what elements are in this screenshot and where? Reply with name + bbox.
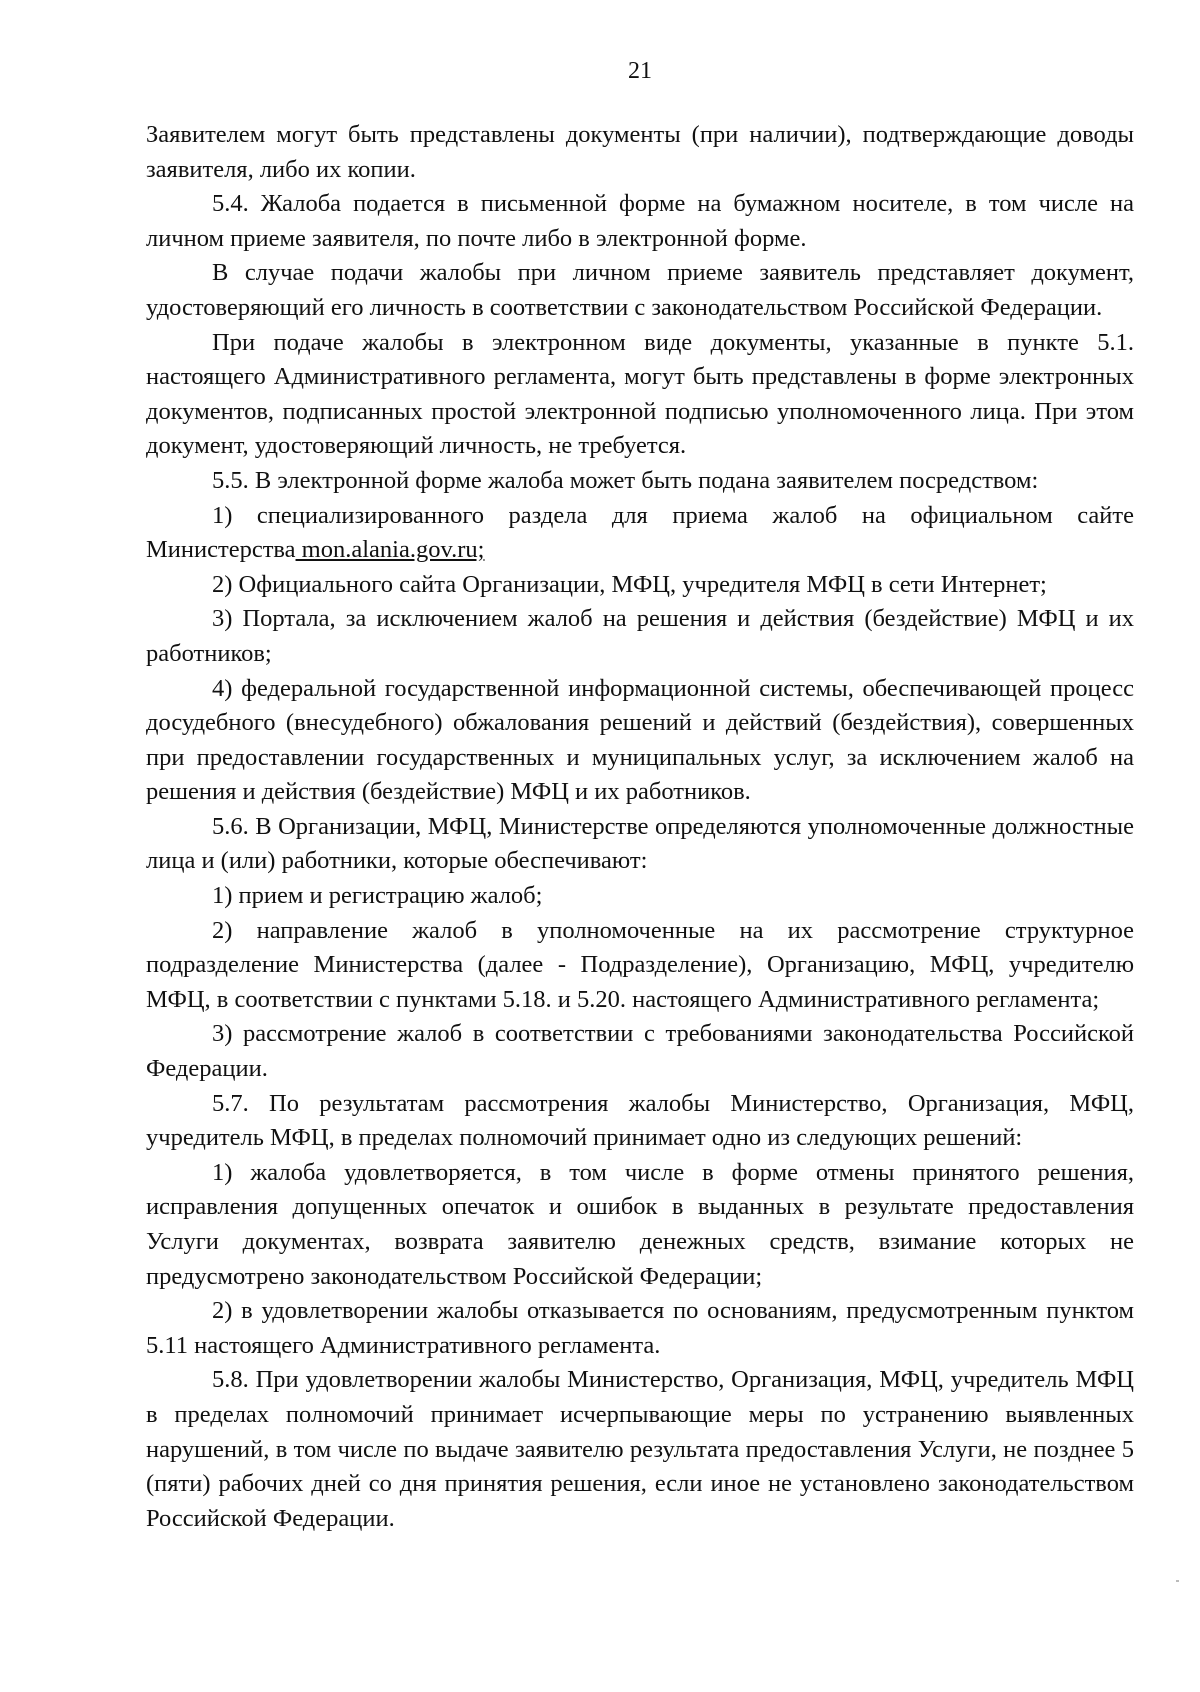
- paragraph: При подаче жалобы в электронном виде документы, указанные в пункте 5.1. настоящего Административного регламента, могут быть представлены в форме электронных документов, подписанных простой электронной подписью уполномоченного лица. При этом документ, удостоверяющий личность, не требуется.: [146, 328, 1134, 460]
- paragraph: 1) прием и регистрацию жалоб;: [212, 882, 543, 910]
- paragraph: 5.6. В Организации, МФЦ, Министерстве определяются уполномоченные должностные лица и (или) работники, которые обеспечивают:: [146, 812, 1134, 875]
- paragraph: Заявителем могут быть представлены документы (при наличии), подтверждающие доводы заявителя, либо их копии.: [146, 121, 1134, 183]
- paragraph: 5.4. Жалоба подается в письменной форме на бумажном носителе, в том числе на личном приеме заявителя, по почте либо в электронной форме.: [146, 190, 1134, 252]
- document-body: [146, 118, 1134, 1536]
- paragraph: 2) Официального сайта Организации, МФЦ, учредителя МФЦ в сети Интернет;: [212, 570, 1047, 598]
- paragraph: В случае подачи жалобы при личном приеме заявитель представляет документ, удостоверяющий его личность в соответствии с законодательством Российской Федерации.: [146, 259, 1134, 321]
- paragraph: 1) специализированного раздела для приема жалоб на официальном сайте Министерства mon.alania.gov.ru;: [146, 501, 1134, 564]
- paragraph: 2) в удовлетворении жалобы отказывается по основаниям, предусмотренным пунктом 5.11 настоящего Административного регламента.: [146, 1297, 1134, 1359]
- paragraph: 5.8. При удовлетворении жалобы Министерство, Организация, МФЦ, учредитель МФЦ в пределах полномочий принимает исчерпывающие меры по устранению выявленных нарушений, в том числе по выдаче заявителю результата предоставления Услуги, не позднее 5 (пяти) рабочих дней со дня принятия решения, если иное не установлено законодательством Российской Федерации.: [146, 1366, 1134, 1532]
- page-number: 21: [628, 58, 652, 84]
- paragraph: 3) Портала, за исключением жалоб на решения и действия (бездействие) МФЦ и их работников;: [146, 605, 1134, 667]
- paragraph: 1) жалоба удовлетворяется, в том числе в форме отмены принятого решения, исправления допущенных опечаток и ошибок в выданных в результате предоставления Услуги документах, возврата заявителю денежных средств, взимание которых не предусмотрено законодательством Российской Федерации;: [146, 1158, 1134, 1290]
- paragraph: 5.7. По результатам рассмотрения жалобы Министерство, Организация, МФЦ, учредитель МФЦ, в пределах полномочий принимает одно из следующих решений:: [146, 1089, 1134, 1152]
- paragraph: 3) рассмотрение жалоб в соответствии с требованиями законодательства Российской Федерации.: [146, 1020, 1134, 1083]
- paragraph: 5.5. В электронной форме жалоба может быть подана заявителем посредством:: [212, 466, 1039, 494]
- website-link[interactable]: mon.alania.gov.ru;: [295, 536, 485, 564]
- paragraph: 2) направление жалоб в уполномоченные на их рассмотрение структурное подразделение Министерства (далее - Подразделение), Организацию, МФЦ, учредителю МФЦ, в соответствии с пунктами 5.18. и 5.20. настоящего Административного регламента;: [146, 916, 1134, 1013]
- scan-artifact: [1176, 1580, 1179, 1582]
- paragraph: 4) федеральной государственной информационной системы, обеспечивающей процесс досудебного (внесудебного) обжалования решений и действий (бездействия), совершенных при предоставлении государственных и муниципальных услуг, за исключением жалоб на решения и действия (бездействие) МФЦ и их работников.: [146, 674, 1134, 806]
